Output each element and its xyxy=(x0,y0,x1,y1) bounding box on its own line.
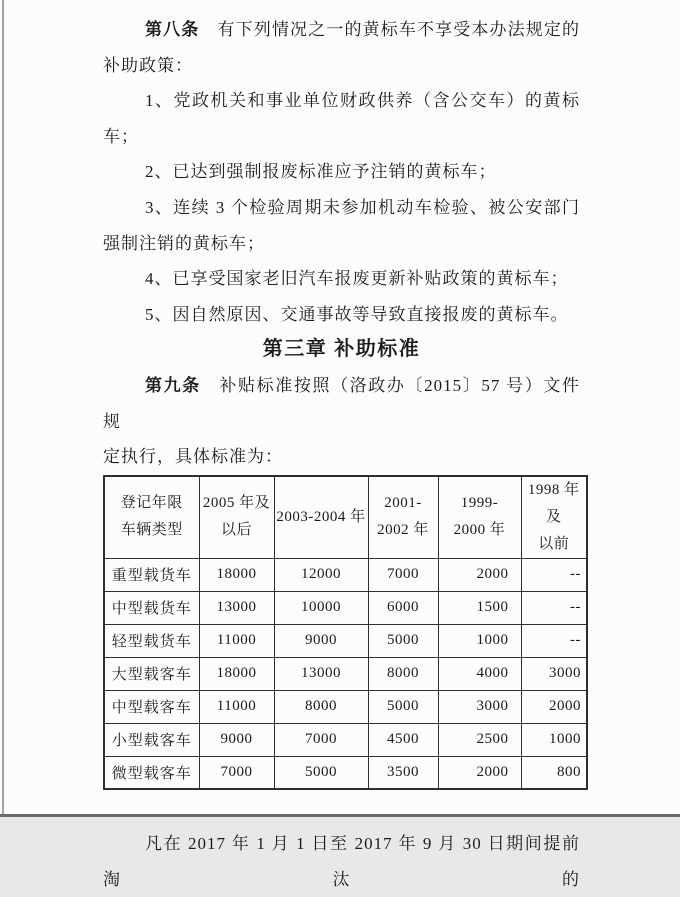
header-text: 1998 年及 xyxy=(527,481,580,525)
subsidy-value-cell: 1000 xyxy=(438,624,521,657)
header-text: 以后 xyxy=(220,522,252,539)
paragraph xyxy=(103,826,580,897)
text-run: 1、党政机关和事业单位财政供养（含公交车）的黄标 xyxy=(145,91,580,111)
subsidy-value-cell: 9000 xyxy=(199,723,274,756)
text-line xyxy=(103,297,580,333)
subsidy-value-cell: 2500 xyxy=(438,723,521,756)
text-run: 车； xyxy=(103,126,139,146)
vehicle-type-cell: 轻型载货车 xyxy=(104,624,199,657)
header-text: 2005 年及 xyxy=(202,495,271,512)
text-run: 2、已达到强制报废标准应予注销的黄标车； xyxy=(145,162,497,182)
subsidy-value-cell: 3500 xyxy=(368,756,438,789)
subsidy-value-cell: 9000 xyxy=(274,624,368,657)
subsidy-value-cell: 2000 xyxy=(521,690,587,723)
text-run: 有下列情况之一的黄标车不享受本办法规定的 xyxy=(199,20,581,39)
subsidy-value-cell: 1500 xyxy=(438,591,521,624)
text-line xyxy=(103,226,580,262)
vehicle-type-cell: 中型载货车 xyxy=(104,591,199,624)
text-line xyxy=(103,119,580,155)
paragraphs-before-table xyxy=(103,12,580,475)
vehicle-type-cell: 中型载客车 xyxy=(104,690,199,723)
paragraph xyxy=(103,261,580,297)
text-line xyxy=(103,12,580,48)
table-row xyxy=(104,591,587,624)
text-line xyxy=(103,83,580,119)
table-row xyxy=(104,657,587,690)
subsidy-value-cell: 1000 xyxy=(521,723,587,756)
subsidy-value-cell: 8000 xyxy=(368,657,438,690)
subsidy-value-cell: 5000 xyxy=(274,756,368,789)
text-line xyxy=(103,368,580,439)
text-line xyxy=(103,190,580,226)
header-text: 2000 年 xyxy=(453,522,506,539)
vehicle-type-cell: 重型载货车 xyxy=(104,558,199,591)
document-content xyxy=(103,12,580,897)
subsidy-value-cell: 5000 xyxy=(368,624,438,657)
subsidy-value-cell: 12000 xyxy=(274,558,368,591)
paragraph xyxy=(103,190,580,261)
vehicle-type-cell: 大型载客车 xyxy=(104,657,199,690)
header-text: 1999- xyxy=(460,495,499,512)
subsidy-value-cell: 5000 xyxy=(368,690,438,723)
table-row xyxy=(104,756,587,789)
table-corner-header-cell xyxy=(104,476,199,559)
table-header-cell xyxy=(368,476,438,559)
subsidy-value-cell: 7000 xyxy=(274,723,368,756)
subsidy-value-cell: 11000 xyxy=(199,690,274,723)
paragraph xyxy=(103,297,580,333)
text-run: 补贴标准按照（洛政办〔2015〕57 号）文件规 xyxy=(103,375,581,431)
header-text: 2003-2004 年 xyxy=(276,508,366,525)
table-row xyxy=(104,558,587,591)
table-row xyxy=(104,624,587,657)
text-line xyxy=(103,826,580,897)
subsidy-value-cell: -- xyxy=(521,591,587,624)
bold-text-run: 第三章 补助标准 xyxy=(262,338,421,361)
bold-text-run: 第九条 xyxy=(145,375,201,395)
subsidy-value-cell: 4000 xyxy=(438,657,521,690)
vehicle-type-cell: 小型载客车 xyxy=(104,723,199,756)
chapter-heading xyxy=(103,332,580,368)
subsidy-value-cell: 8000 xyxy=(274,690,368,723)
page-left-border xyxy=(2,0,4,817)
table-header-row xyxy=(104,476,587,559)
vehicle-type-cell: 微型载客车 xyxy=(104,756,199,789)
subsidy-value-cell: 10000 xyxy=(274,591,368,624)
subsidy-standard-table xyxy=(103,475,588,791)
subsidy-value-cell: 3000 xyxy=(521,657,587,690)
text-run: 凡在 2017 年 1 月 1 日至 2017 年 9 月 30 日期间提前淘汰的 xyxy=(103,834,580,889)
subsidy-value-cell: -- xyxy=(521,624,587,657)
bold-text-run: 第八条 xyxy=(145,20,200,39)
header-text: 2002 年 xyxy=(377,522,429,539)
header-text: 2001- xyxy=(384,495,422,512)
subsidy-value-cell: 13000 xyxy=(199,591,274,624)
subsidy-value-cell: 800 xyxy=(521,756,587,789)
header-text: 以前 xyxy=(538,535,570,552)
paragraphs-after-table xyxy=(103,826,580,897)
table-header-cell xyxy=(274,476,368,559)
paragraph xyxy=(103,154,580,190)
table-row xyxy=(104,690,587,723)
subsidy-value-cell: 6000 xyxy=(368,591,438,624)
subsidy-value-cell: 11000 xyxy=(199,624,274,657)
header-text: 登记年限 xyxy=(120,495,183,512)
text-run: 定执行，具体标准为： xyxy=(103,447,283,467)
table-header-cell xyxy=(521,476,587,559)
text-line xyxy=(103,332,580,368)
header-text: 车辆类型 xyxy=(120,522,183,539)
paragraph xyxy=(103,83,580,154)
subsidy-value-cell: 2000 xyxy=(438,756,521,789)
text-run: 3、连续 3 个检验周期未参加机动车检验、被公安部门 xyxy=(145,197,580,217)
table-header-cell xyxy=(438,476,521,559)
text-run: 4、已享受国家老旧汽车报废更新补贴政策的黄标车； xyxy=(145,269,569,289)
paragraph xyxy=(103,368,580,475)
subsidy-value-cell: 13000 xyxy=(274,657,368,690)
subsidy-value-cell: 18000 xyxy=(199,657,274,690)
text-line xyxy=(103,261,580,297)
text-line xyxy=(103,154,580,190)
subsidy-value-cell: 7000 xyxy=(199,756,274,789)
text-line xyxy=(103,439,580,475)
page-bottom-border xyxy=(0,814,680,817)
text-line xyxy=(103,48,580,84)
table-header-cell xyxy=(199,476,274,559)
subsidy-value-cell: 2000 xyxy=(438,558,521,591)
table-row xyxy=(104,723,587,756)
subsidy-value-cell: 18000 xyxy=(199,558,274,591)
text-run: 补助政策： xyxy=(103,55,193,75)
subsidy-value-cell: 4500 xyxy=(368,723,438,756)
subsidy-value-cell: 7000 xyxy=(368,558,438,591)
paragraph xyxy=(103,12,580,83)
subsidy-value-cell: -- xyxy=(521,558,587,591)
text-run: 5、因自然原因、交通事故等导致直接报废的黄标车。 xyxy=(145,304,569,324)
text-run: 强制注销的黄标车； xyxy=(103,233,265,253)
subsidy-value-cell: 3000 xyxy=(438,690,521,723)
